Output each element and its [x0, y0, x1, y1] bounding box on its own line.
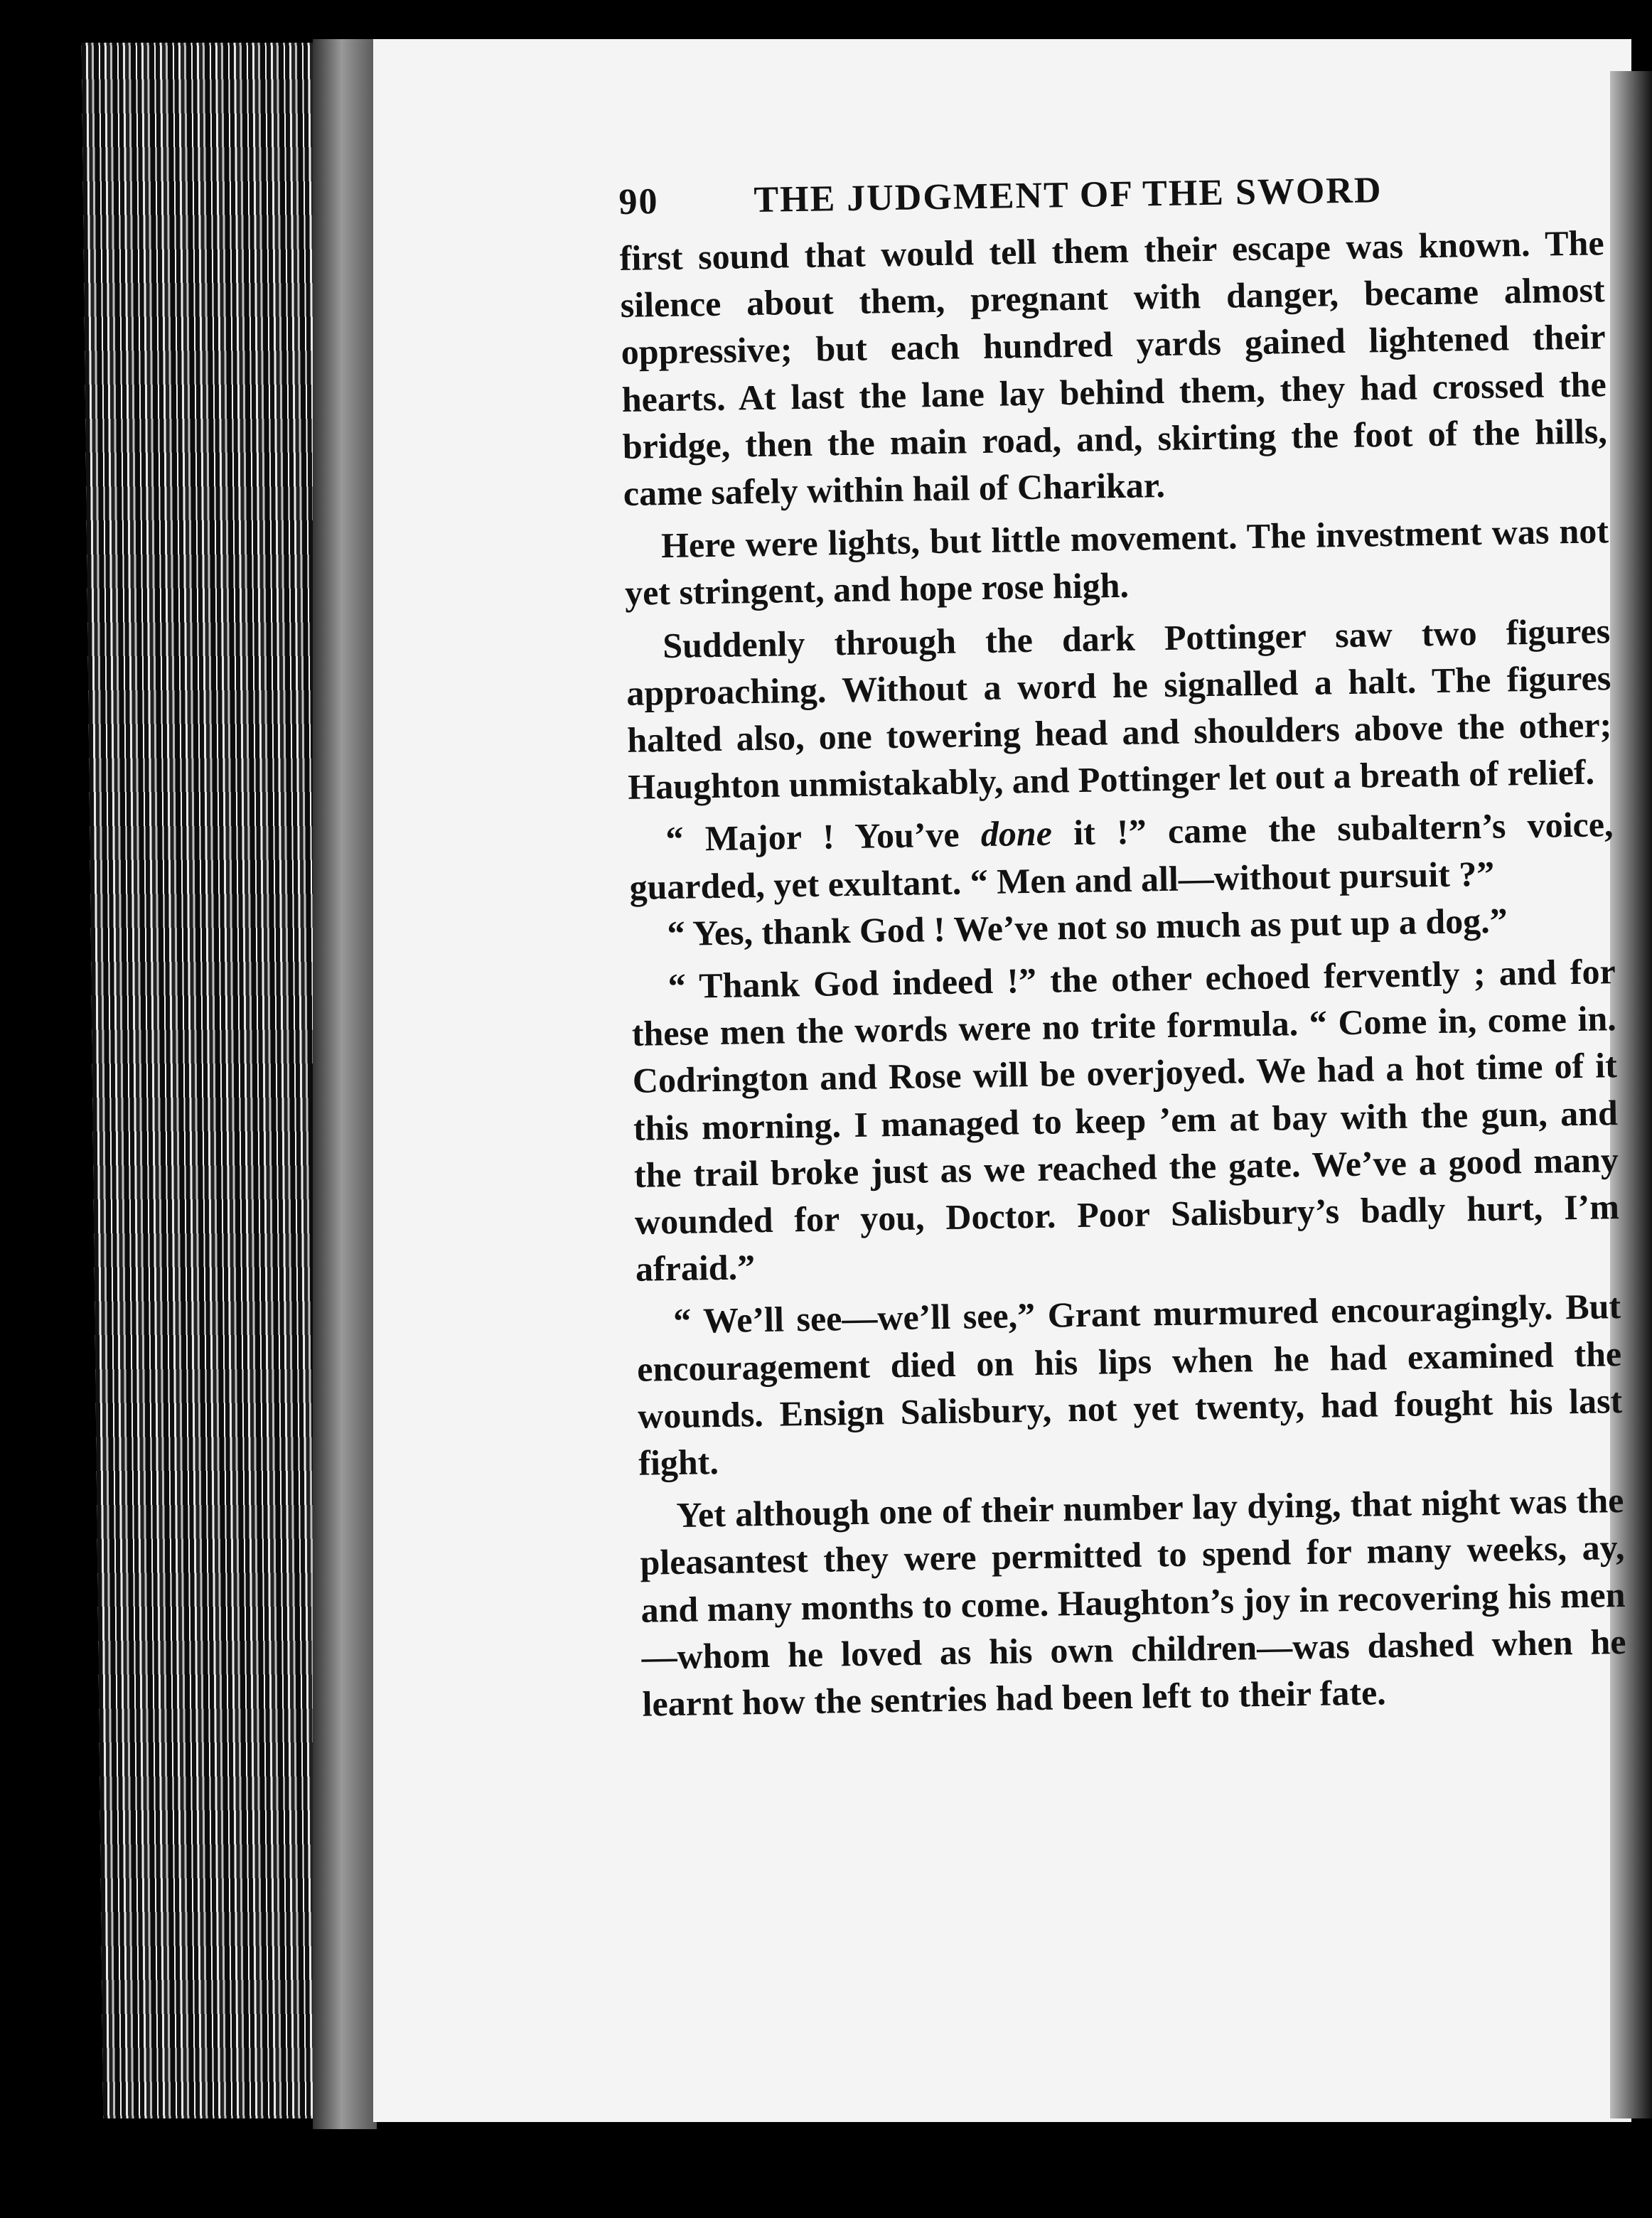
- paragraph: first sound that would tell them their escape was known. The silence about them, pregnant with danger, became almost oppressive; but each hundred yards gained lightened their hearts. At last the lane lay behind them, they had crossed the bridge, then the main road, and, skirting the foot of the hills, came safely within hail of Charikar.: [619, 223, 1608, 513]
- page-number: 90: [618, 181, 659, 223]
- paragraph: “ Yes, thank God ! We’ve not so much as put up a dog.”: [667, 900, 1508, 953]
- paragraph: [628, 801, 1614, 911]
- paragraph: Suddenly through the dark Pottinger saw two figures approaching. Without a word he signalled a halt. The figures halted also, one towering head and shoulders above the other; Haughton unmistakably, and Pottinger let out a breath of relief.: [626, 610, 1612, 808]
- dialogue-after: it !” came the subaltern’s voice, guarded, yet exultant. “ Men and all—without pursuit ?”: [629, 804, 1614, 907]
- paragraph: Here were lights, but little movement. The investment was not yet stringent, and hope rose high.: [624, 510, 1609, 614]
- dialogue-before: “ Major ! You’ve: [665, 814, 982, 859]
- paragraph: “ Thank God indeed !” the other echoed fervently ; and for these men the words were no trite formula. “ Come in, come in. Codrington and Rose will be overjoyed. We had a hot time of it this morning. I managed to keep ’em at bay with the gun, and the trail broke just as we reached the gate. We’ve a good many wounded for you, Doctor. Poor Salisbury’s badly hurt, I’m afraid.”: [631, 951, 1620, 1290]
- running-title: THE JUDGMENT OF THE SWORD: [753, 170, 1383, 221]
- body-text: [619, 219, 1627, 1727]
- emphasis-word: done: [980, 813, 1053, 854]
- book-gutter: [313, 39, 377, 2129]
- paragraph: Yet although one of their number lay dying, that night was the pleasantest they were permitted to spend for many weeks, ay, and many months to come. Haughton’s joy in recovering his men—whom he loved as his own children—was dashed when he learnt how the sentries had been left to their fate.: [640, 1480, 1626, 1724]
- page-content: [618, 166, 1627, 1727]
- paragraph: “ We’ll see—we’ll see,” Grant murmured encouragingly. But encouragement died on his lips when he had examined the wounds. Ensign Salisbury, not yet twenty, had fought his last fight.: [636, 1286, 1623, 1483]
